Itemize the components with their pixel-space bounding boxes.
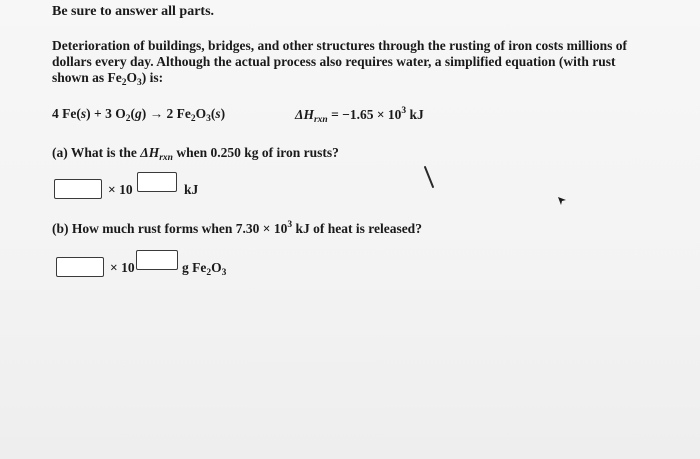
reaction-enthalpy: $\Delta H_{rxn} = -1.65 \times 10^3$ kJ xyxy=(295,106,424,125)
instruction-text: Be sure to answer all parts. xyxy=(52,4,215,19)
problem-line-2: dollars every day. Although the actual process also requires water, a simplified equation (with rust xyxy=(52,54,616,69)
part-b-question: (b) How much rust forms when $7.30 \times 10^3$ kJ of heat is released? xyxy=(52,220,422,236)
problem-line-3: shown as $Fe_2O_3$) is: xyxy=(52,70,164,88)
mouse-pointer-icon xyxy=(555,194,569,208)
part-b-exponent-input[interactable] xyxy=(136,250,178,270)
part-b-unit: g $Fe_2O_3$ xyxy=(182,260,227,278)
cursor-stroke-mark xyxy=(423,165,437,191)
part-b-times-ten: × 10 xyxy=(110,260,135,275)
part-a-times-ten: × 10 xyxy=(108,182,133,197)
part-a-coefficient-input[interactable] xyxy=(54,179,102,199)
part-a-unit: kJ xyxy=(184,182,199,197)
chemical-equation: 4 Fe(s) + 3 $O_2(g) \to 2$ $Fe_2O_3(s)$ xyxy=(52,106,226,124)
part-a-question: (a) What is the $\Delta H_{rxn}$ when 0.250 kg of iron rusts? xyxy=(52,145,339,163)
part-b-coefficient-input[interactable] xyxy=(56,257,104,277)
problem-line-1: Deterioration of buildings, bridges, and other structures through the rusting of iron costs millions of xyxy=(52,38,628,53)
part-a-exponent-input[interactable] xyxy=(137,172,177,192)
problem-statement xyxy=(52,38,662,91)
